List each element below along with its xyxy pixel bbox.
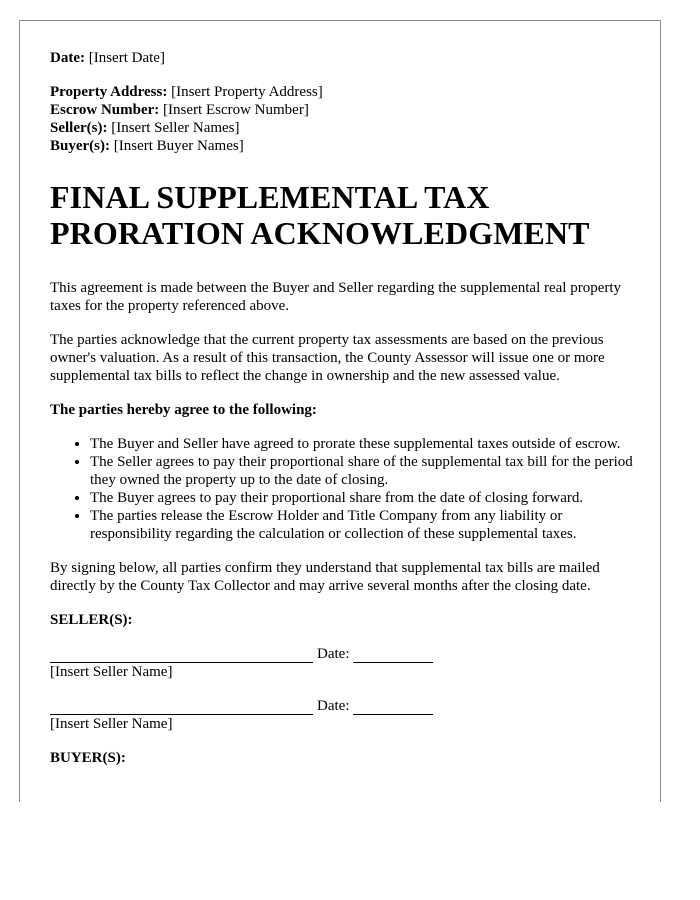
list-item: • The Buyer agrees to pay their proportional share from the date of closing forward. xyxy=(90,489,636,507)
sellers-label: Seller(s): xyxy=(50,120,108,136)
sellers-line xyxy=(50,119,636,137)
property-info xyxy=(50,83,636,155)
signature-line[interactable] xyxy=(50,700,313,715)
property-address-label: Property Address: xyxy=(50,84,168,100)
buyers-line xyxy=(50,137,636,155)
signature-date-line[interactable] xyxy=(353,700,433,715)
buyers-value: [Insert Buyer Names] xyxy=(110,138,244,154)
list-item: • The parties release the Escrow Holder and Title Company from any liability or responsibility regarding the calculation or collection of these supplemental taxes. xyxy=(90,507,636,543)
seller-name-1: [Insert Seller Name] xyxy=(50,664,173,680)
seller-signatures-heading: SELLER(S): xyxy=(50,612,133,628)
document-content xyxy=(50,49,636,767)
date-label: Date: xyxy=(50,50,85,66)
document-page xyxy=(19,20,661,802)
signature-date-label: Date: xyxy=(317,646,350,662)
property-address-line xyxy=(50,83,636,101)
buyer-signatures-heading: BUYER(S): xyxy=(50,750,126,766)
escrow-number-value: [Insert Escrow Number] xyxy=(159,102,309,118)
terms-list xyxy=(50,435,636,543)
escrow-number-line xyxy=(50,101,636,119)
seller-signature-row-1 xyxy=(50,645,636,663)
list-item: • The Seller agrees to pay their proportional share of the supplemental tax bill for the period they owned the property up to the date of closing. xyxy=(90,453,636,489)
seller-signature-row-2 xyxy=(50,697,636,715)
intro-paragraph: This agreement is made between the Buyer and Seller regarding the supplemental real property taxes for the property referenced above. xyxy=(50,280,622,314)
escrow-number-label: Escrow Number: xyxy=(50,102,160,118)
signature-date-line[interactable] xyxy=(353,648,433,663)
date-value: [Insert Date] xyxy=(84,50,165,66)
buyers-label: Buyer(s): xyxy=(50,138,110,154)
seller-name-2: [Insert Seller Name] xyxy=(50,716,173,732)
property-address-value: [Insert Property Address] xyxy=(167,84,323,100)
page-title: FINAL SUPPLEMENTAL TAX PRORATION ACKNOWLEDGMENT xyxy=(50,179,590,251)
agree-heading: The parties hereby agree to the following: xyxy=(50,402,317,418)
acknowledge-paragraph: The parties acknowledge that the current property tax assessments are based on the previous owner's valuation. As a result of this transaction, the County Assessor will issue one or more supplemental tax bills to reflect the change in ownership and the new assessed value. xyxy=(50,332,605,384)
date-line xyxy=(50,49,636,67)
closing-paragraph: By signing below, all parties confirm they understand that supplemental tax bills are mailed directly by the County Tax Collector and may arrive several months after the closing date. xyxy=(50,560,600,594)
sellers-value: [Insert Seller Names] xyxy=(107,120,240,136)
signature-line[interactable] xyxy=(50,648,313,663)
list-item: • The Buyer and Seller have agreed to prorate these supplemental taxes outside of escrow. xyxy=(90,435,636,453)
signature-date-label: Date: xyxy=(317,698,350,714)
